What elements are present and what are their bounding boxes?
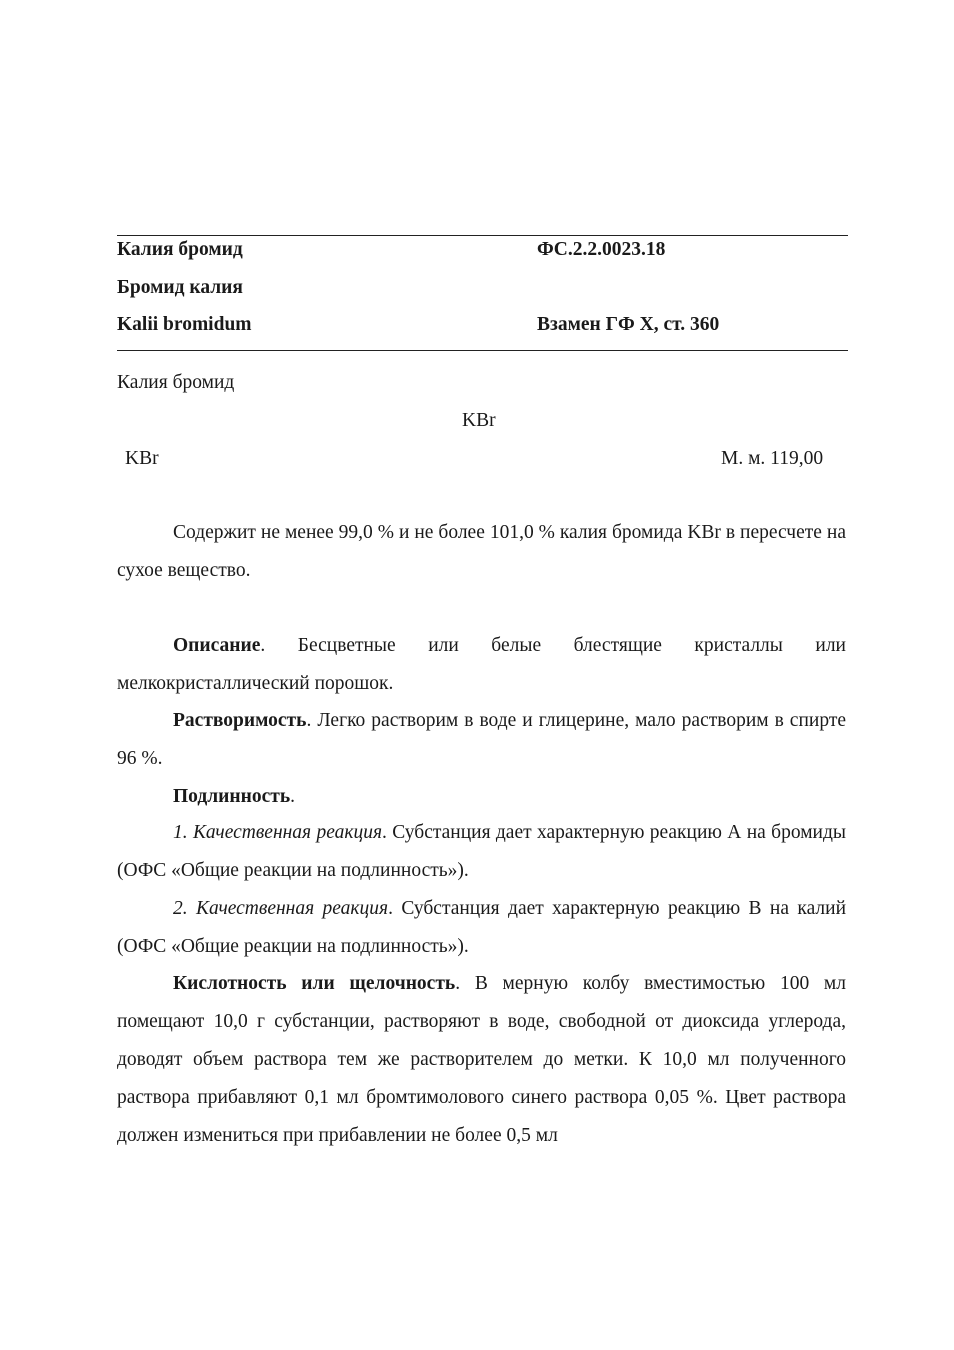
identity-item-2 xyxy=(117,890,846,966)
identity-item-2-label: 2. Качественная реакция xyxy=(173,898,389,919)
identity-item-2-text: . Субстанция дает характерную реакцию В на калий (ОФС «Общие реакции на подлинность»). xyxy=(117,898,846,957)
solubility-text: . Легко растворим в воде и глицерине, мало растворим в спирте 96 %. xyxy=(117,710,846,769)
content-text: Содержит не менее 99,0 % и не более 101,0 % калия бромида KBr в пересчете на сухое вещество. xyxy=(117,522,846,581)
molar-mass: М. м. 119,00 xyxy=(721,448,824,469)
header-name-alt: Бромид калия xyxy=(117,277,243,298)
identity-item-1-text: . Субстанция дает характерную реакцию А на бромиды (ОФС «Общие реакции на подлинность»). xyxy=(117,822,846,881)
description-paragraph xyxy=(117,627,846,703)
header-top-rule xyxy=(117,235,848,236)
acidity-label: Кислотность или щелочность xyxy=(173,973,456,994)
acidity-paragraph xyxy=(117,965,846,1155)
solubility-label: Растворимость xyxy=(173,710,307,731)
identity-label: Подлинность xyxy=(173,786,291,807)
header-bottom-rule xyxy=(117,350,848,351)
description-text: . Бесцветные или белые блестящие кристаллы или мелкокристаллический порошок. xyxy=(117,635,846,694)
header-name-ru: Калия бромид xyxy=(117,239,243,260)
solubility-paragraph xyxy=(117,702,846,778)
description-label: Описание xyxy=(173,635,261,656)
identity-item-1-label: 1. Качественная реакция xyxy=(173,822,383,843)
formula-left: KBr xyxy=(125,448,159,469)
header-name-latin: Kalii bromidum xyxy=(117,314,252,335)
formula-center: KBr xyxy=(462,410,496,431)
identity-tail: . xyxy=(290,786,296,807)
header-replaces: Взамен ГФ X, ст. 360 xyxy=(537,314,720,335)
identity-heading xyxy=(117,778,846,816)
acidity-text: . В мерную колбу вместимостью 100 мл помещают 10,0 г субстанции, растворяют в воде, свободной от диоксида углерода, доводят объем раствора тем же растворителем до метки. К 10,0 мл полученного раствора прибавляют 0,1 мл бромтимолового синего раствора 0,05 %. Цвет раствора должен измениться при прибавлении не более 0,5 мл xyxy=(117,973,846,1146)
identity-item-1 xyxy=(117,814,846,890)
header-code: ФС.2.2.0023.18 xyxy=(537,239,666,260)
content-paragraph xyxy=(117,514,846,590)
compound-title: Калия бромид xyxy=(117,372,235,393)
